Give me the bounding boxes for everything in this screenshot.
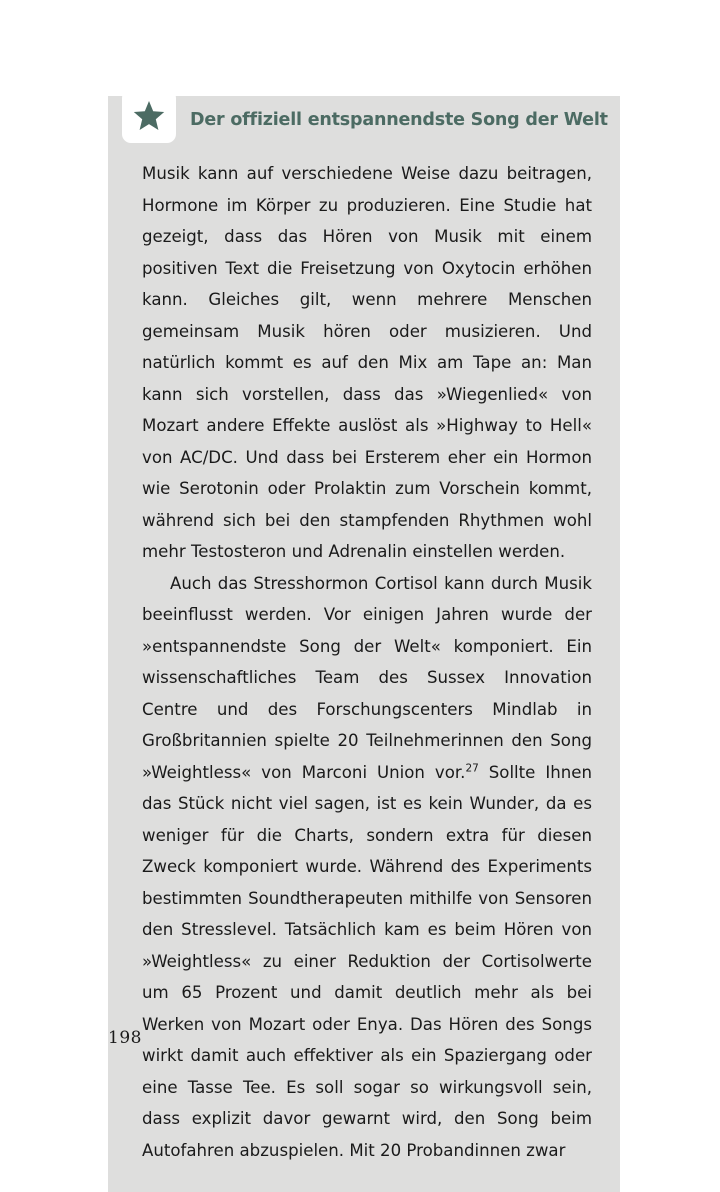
paragraph-2-text-after-note: Sollte Ihnen das Stück nicht viel sagen, ist es kein Wunder, da es weniger für die Charts, sondern extra für diesen Zweck komponiert wurde. Während des Experiments bestimmten Soundtherapeuten mithilfe von Sensoren den Stresslevel. Tatsächlich kam es beim Hören von »Weightless« zu einer Reduktion der Cortisolwerte um 65 Prozent und damit deutlich mehr als bei Werken von Mozart oder Enya. Das Hören des Songs wirkt damit auch effektiver als ein Spaziergang oder eine Tasse Tee. Es soll sogar so wirkungsvoll sein, dass explizit davor gewarnt wird, den Song beim Autofahren abzuspielen. Mit 20 Probandinnen zwar	[142, 762, 592, 1160]
body-text	[108, 144, 620, 1192]
paragraph-1: Musik kann auf verschiedene Weise dazu beitragen, Hormone im Körper zu produzieren. Eine Studie hat gezeigt, dass das Hören von Musik mit einem positiven Text die Freisetzung von Oxytocin erhöhen kann. Gleiches gilt, wenn mehrere Menschen gemeinsam Musik hören oder musizieren. Und natürlich kommt es auf den Mix am Tape an: Man kann sich vorstellen, dass das »Wiegenlied« von Mozart andere Effekte auslöst als »Highway to Hell« von AC/DC. Und dass bei Ersterem eher ein Hormon wie Serotonin oder Prolaktin zum Vorschein kommt, während sich bei den stampfenden Rhythmen wohl mehr Testosteron und Adrenalin einstellen werden.	[142, 164, 592, 561]
paragraph-2	[142, 568, 592, 1167]
callout-header	[108, 96, 620, 144]
star-icon	[122, 89, 176, 143]
callout-title: Der offiziell entspannendste Song der Welt	[190, 110, 608, 131]
callout-block	[108, 96, 620, 1192]
page-number: 198	[108, 1028, 142, 1048]
footnote-marker: 27	[465, 761, 479, 774]
paragraph-2-text-before-note: Auch das Stresshormon Cortisol kann durch Musik beeinflusst werden. Vor einigen Jahren wurde der »entspannendste Song der Welt« komponiert. Ein wissenschaftliches Team des Sussex Innovation Centre und des Forschungscenters Mindlab in Großbritannien spielte 20 Teilnehmerinnen den Song »Weightless« von Marconi Union vor.	[142, 573, 592, 782]
